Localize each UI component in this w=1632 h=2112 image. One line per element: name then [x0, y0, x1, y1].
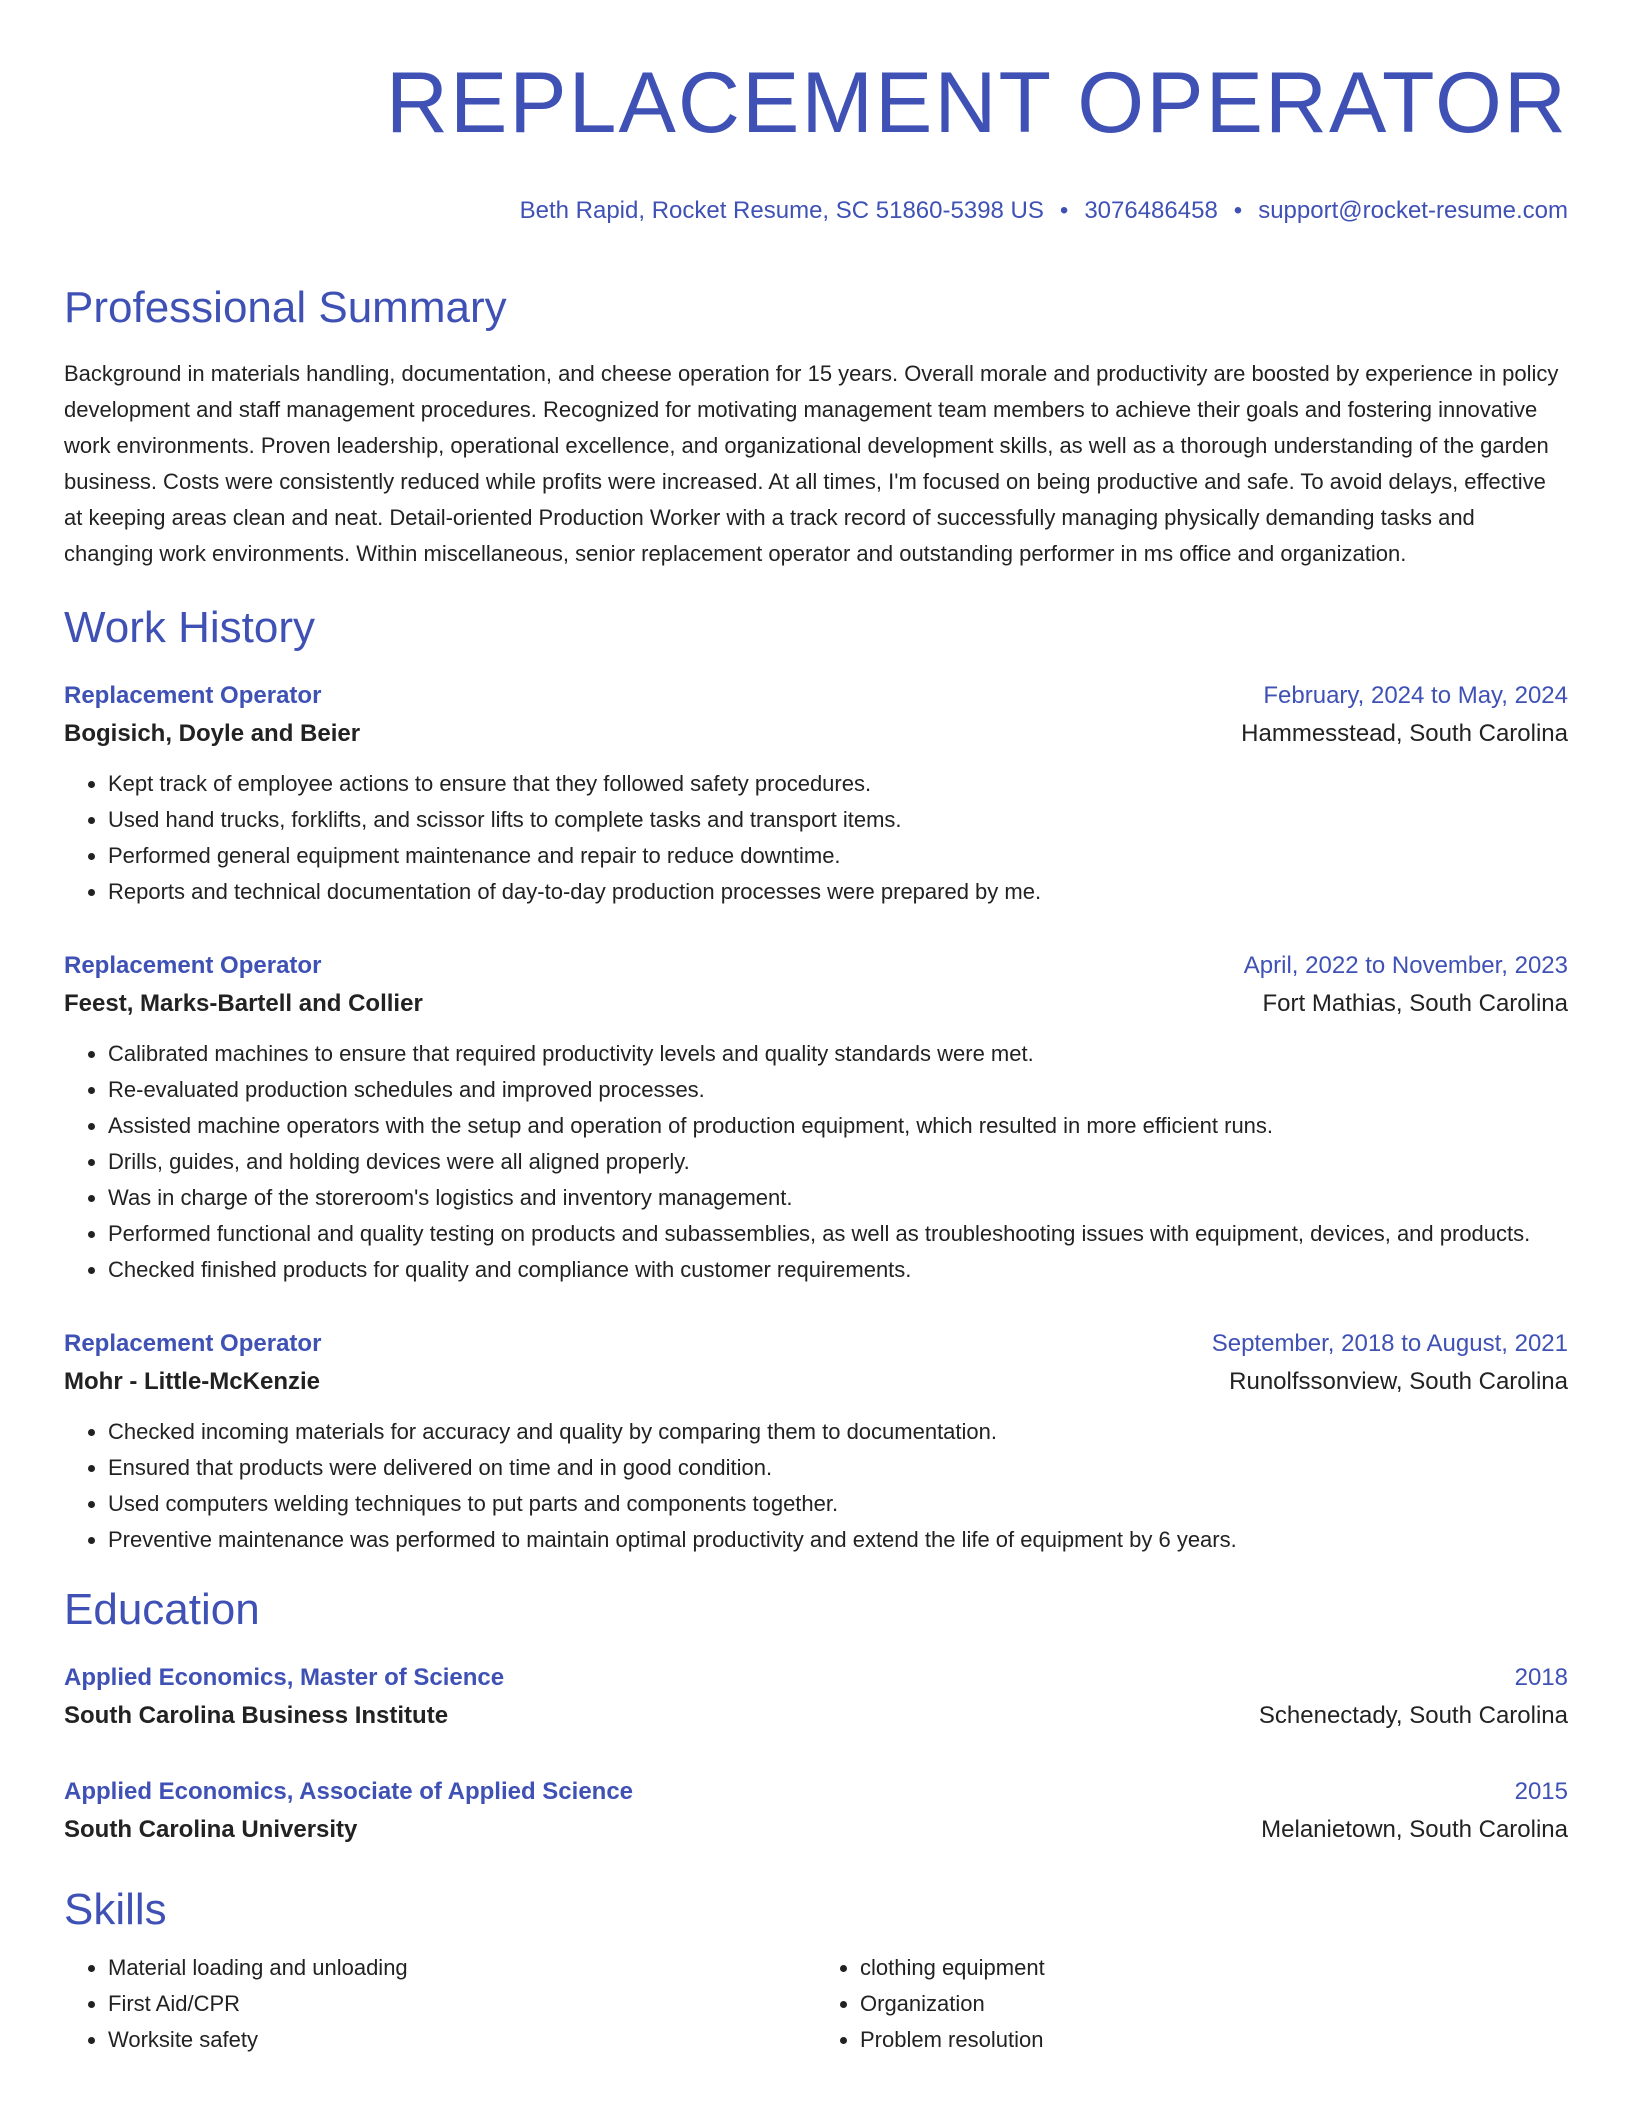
- summary-text: Background in materials handling, documentation, and cheese operation for 15 years. Overall morale and productivity are boosted by experience in policy development and staff management procedures. Recognized for motivating management team members to achieve their goals and fostering innovative work environments. Proven leadership, operational excellence, and organizational development skills, as well as a thorough understanding of the garden business. Costs were consistently reduced while profits were increased. At all times, I'm focused on being productive and safe. To avoid delays, effective at keeping areas clean and neat. Detail-oriented Production Worker with a track record of successfully managing physically demanding tasks and changing work environments. Within miscellaneous, senior replacement operator and outstanding performer in ms office and organization.: [64, 361, 1559, 566]
- education-header-row: [64, 1662, 1568, 1694]
- job-role: Replacement Operator: [64, 1330, 322, 1357]
- job-bullet: • Reports and technical documentation of day-to-day production processes were prepared by me.: [108, 874, 1568, 910]
- education-school: South Carolina University: [64, 1816, 358, 1843]
- job-bullet: • Calibrated machines to ensure that required productivity levels and quality standards were met.: [108, 1036, 1568, 1072]
- skill-item: • First Aid/CPR: [108, 1986, 816, 2022]
- job-org-row: [64, 712, 1568, 752]
- job-bullet: • Performed general equipment maintenance and repair to reduce downtime.: [108, 838, 1568, 874]
- skill-item: • Worksite safety: [108, 2022, 816, 2058]
- job-header-row: [64, 950, 1568, 982]
- education-entry: [64, 1662, 1568, 1734]
- job-role: Replacement Operator: [64, 682, 322, 709]
- skill-item: • Problem resolution: [860, 2022, 1568, 2058]
- skills-grid: [64, 1950, 1568, 2058]
- education-degree: Applied Economics, Master of Science: [64, 1664, 505, 1691]
- skills-heading: Skills: [64, 1885, 167, 1934]
- skills-list: [64, 1950, 816, 2058]
- job-bullets: [64, 1036, 1568, 1288]
- skill-item: • Material loading and unloading: [108, 1950, 816, 1986]
- job-header-row: [64, 1328, 1568, 1360]
- job-org-row: [64, 982, 1568, 1022]
- job-bullet: • Checked finished products for quality and compliance with customer requirements.: [108, 1252, 1568, 1288]
- contact-separator: •: [1059, 197, 1069, 224]
- education-degree: Applied Economics, Associate of Applied Science: [64, 1778, 634, 1805]
- job-bullet: • Assisted machine operators with the setup and operation of production equipment, which resulted in more efficient runs.: [108, 1108, 1568, 1144]
- job-entry: [64, 680, 1568, 910]
- contact-email: support@rocket-resume.com: [1258, 197, 1568, 224]
- contact-phone: 3076486458: [1084, 197, 1218, 224]
- job-bullet: • Performed functional and quality testing on products and subassemblies, as well as troubleshooting issues with equipment, devices, and products.: [108, 1216, 1568, 1252]
- job-bullet: • Preventive maintenance was performed to maintain optimal productivity and extend the life of equipment by 6 years.: [108, 1522, 1568, 1558]
- job-org-row: [64, 1360, 1568, 1400]
- skill-item: • Organization: [860, 1986, 1568, 2022]
- skills-list: [816, 1950, 1568, 2058]
- contact-address: Beth Rapid, Rocket Resume, SC 51860-5398 US: [519, 197, 1044, 224]
- job-company: Feest, Marks-Bartell and Collier: [64, 990, 423, 1017]
- job-location: Runolfssonview, South Carolina: [1229, 1368, 1568, 1395]
- education-location: Schenectady, South Carolina: [1258, 1702, 1568, 1729]
- job-bullet: • Used hand trucks, forklifts, and scissor lifts to complete tasks and transport items.: [108, 802, 1568, 838]
- job-dates: April, 2022 to November, 2023: [1243, 952, 1568, 979]
- contact-separator: •: [1233, 197, 1243, 224]
- education-location: Melanietown, South Carolina: [1261, 1816, 1568, 1843]
- skills-column-left: [64, 1950, 816, 2058]
- contact-line: [64, 196, 1568, 226]
- education-school: South Carolina Business Institute: [64, 1702, 449, 1729]
- job-bullet: • Drills, guides, and holding devices were all aligned properly.: [108, 1144, 1568, 1180]
- job-dates: February, 2024 to May, 2024: [1263, 682, 1568, 709]
- education-year: 2015: [1514, 1778, 1568, 1805]
- job-bullets: [64, 766, 1568, 910]
- job-dates: September, 2018 to August, 2021: [1211, 1330, 1568, 1357]
- skill-item: • clothing equipment: [860, 1950, 1568, 1986]
- job-bullets: [64, 1414, 1568, 1558]
- job-location: Hammesstead, South Carolina: [1241, 720, 1568, 747]
- education-entry: [64, 1776, 1568, 1848]
- work-history-heading: Work History: [64, 603, 315, 652]
- job-entry: [64, 950, 1568, 1288]
- education-header-row: [64, 1776, 1568, 1808]
- work-history-list: [64, 680, 1568, 1558]
- job-company: Bogisich, Doyle and Beier: [64, 720, 361, 747]
- candidate-title: REPLACEMENT OPERATOR: [385, 55, 1568, 151]
- job-bullet: • Was in charge of the storeroom's logistics and inventory management.: [108, 1180, 1568, 1216]
- skills-column-right: [816, 1950, 1568, 2058]
- education-school-row: [64, 1694, 1568, 1734]
- job-bullet: • Re-evaluated production schedules and improved processes.: [108, 1072, 1568, 1108]
- job-bullet: • Checked incoming materials for accuracy and quality by comparing them to documentation.: [108, 1414, 1568, 1450]
- job-bullet: • Kept track of employee actions to ensure that they followed safety procedures.: [108, 766, 1568, 802]
- summary-heading: Professional Summary: [64, 283, 507, 332]
- job-bullet: • Used computers welding techniques to put parts and components together.: [108, 1486, 1568, 1522]
- job-bullet: • Ensured that products were delivered on time and in good condition.: [108, 1450, 1568, 1486]
- job-location: Fort Mathias, South Carolina: [1262, 990, 1568, 1017]
- education-heading: Education: [64, 1585, 260, 1634]
- resume-header: [64, 55, 1568, 226]
- job-header-row: [64, 680, 1568, 712]
- job-entry: [64, 1328, 1568, 1558]
- job-company: Mohr - Little-McKenzie: [64, 1368, 320, 1395]
- education-year: 2018: [1514, 1664, 1568, 1691]
- job-role: Replacement Operator: [64, 952, 322, 979]
- education-school-row: [64, 1808, 1568, 1848]
